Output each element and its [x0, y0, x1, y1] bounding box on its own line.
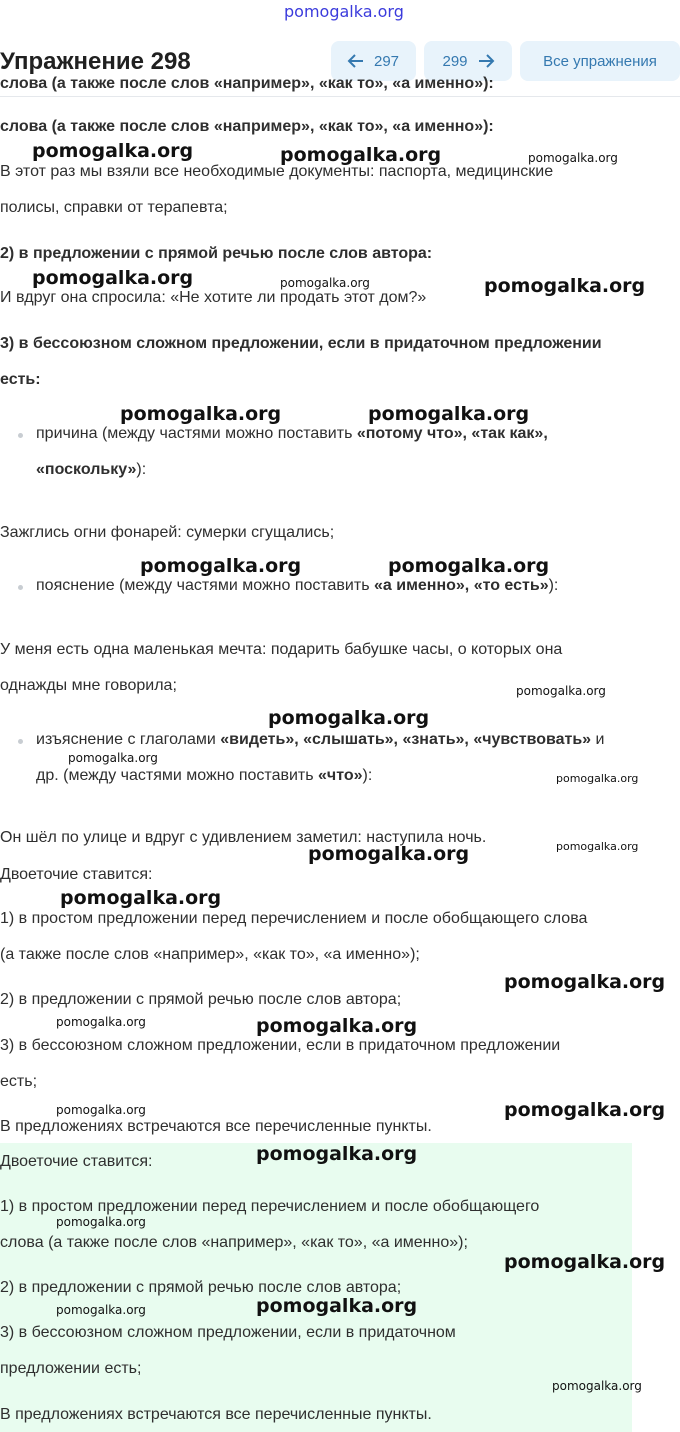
answer-point1-line2: слова (а также после слов «например», «как то», «а именно»); [0, 1234, 468, 1251]
bullet-reason-line2: «поскольку»): [36, 461, 147, 478]
rule3-heading-line2: есть: [0, 371, 41, 388]
watermark: pomogalka.org [280, 276, 370, 290]
example3: Зажглись огни фонарей: сумерки сгущались; [0, 524, 335, 541]
summary-point2: 2) в предложении с прямой речью после слов автора; [0, 991, 402, 1008]
bullet-clarification-line2: др. (между частями можно поставить «что»): [36, 767, 373, 784]
watermark: pomogalka.org [504, 971, 666, 993]
watermark: pomogalka.org [556, 840, 639, 853]
watermark: pomogalka.org [32, 140, 194, 162]
rule1-heading: слова (а также после слов «например», «как то», «а именно»): [0, 118, 494, 135]
watermark: pomogalka.org [140, 555, 302, 577]
prev-exercise-label: 297 [373, 52, 400, 70]
watermark: pomogalka.org [256, 1015, 418, 1037]
rule3-heading-line1: 3) в бессоюзном сложном предложении, если в придаточном предложении [0, 335, 602, 352]
watermark: pomogalka.org [528, 151, 618, 165]
all-exercises-label: Все упражнения [543, 52, 657, 70]
rule2-heading: 2) в предложении с прямой речью после слов автора: [0, 245, 433, 262]
watermark: pomogalka.org [120, 403, 282, 425]
summary-point1-line2: (а также после слов «например», «как то», «а именно»); [0, 946, 420, 963]
watermark: pomogalka.org [56, 1015, 146, 1029]
example4-line1: У меня есть одна маленькая мечта: подарить бабушке часы, о которых она [0, 641, 563, 658]
bullet-dot [18, 433, 23, 438]
answer-point3-line2: предложении есть; [0, 1360, 142, 1377]
watermark: pomogalka.org [484, 275, 646, 297]
summary-outro: В предложениях встречаются все перечисленные пункты. [0, 1118, 432, 1135]
summary-point3-line2: есть; [0, 1073, 38, 1090]
page-title: Упражнение 298 [0, 48, 191, 75]
header-divider [0, 96, 680, 97]
watermark: pomogalka.org [388, 555, 550, 577]
bullet-dot [18, 585, 23, 590]
watermark: pomogalka.org [504, 1099, 666, 1121]
arrow-left-icon [348, 54, 364, 68]
watermark: pomogalka.org [60, 887, 222, 909]
answer-outro: В предложениях встречаются все перечисленные пункты. [0, 1406, 432, 1423]
answer-point1-line1: 1) в простом предложении перед перечислением и после обобщающего [0, 1198, 540, 1215]
bullet-explanation: пояснение (между частями можно поставить «а именно», «то есть»): [36, 577, 559, 594]
bullet-reason-line1: причина (между частями можно поставить «потому что», «так как», [36, 425, 548, 442]
site-logo[interactable]: pomogalka.org [284, 2, 404, 21]
watermark: pomogalka.org [516, 684, 606, 698]
answer-intro: Двоеточие ставится: [0, 1153, 153, 1170]
watermark: pomogalka.org [308, 843, 470, 865]
watermark: pomogalka.org [556, 772, 639, 785]
answer-point3-line1: 3) в бессоюзном сложном предложении, если в придаточном [0, 1324, 456, 1341]
bullet-dot [18, 739, 23, 744]
summary-intro: Двоеточие ставится: [0, 866, 153, 883]
watermark: pomogalka.org [256, 1143, 418, 1165]
example1-line2: полисы, справки от терапевта; [0, 199, 228, 216]
watermark: pomogalka.org [504, 1251, 666, 1273]
arrow-right-icon [478, 54, 494, 68]
example2: И вдруг она спросила: «Не хотите ли продать этот дом?» [0, 289, 427, 306]
watermark: pomogalka.org [68, 751, 158, 765]
watermark: pomogalka.org [368, 403, 530, 425]
watermark: pomogalka.org [56, 1215, 146, 1229]
watermark: pomogalka.org [552, 1379, 642, 1393]
summary-point1-line1: 1) в простом предложении перед перечислением и после обобщающего слова [0, 910, 588, 927]
watermark: pomogalka.org [32, 267, 194, 289]
watermark: pomogalka.org [56, 1103, 146, 1117]
example4-line2: однажды мне говорила; [0, 677, 177, 694]
summary-point3-line1: 3) в бессоюзном сложном предложении, если в придаточном предложении [0, 1037, 561, 1054]
clipped-previous-line: слова (а также после слов «например», «как то», «а именно»): [0, 75, 494, 92]
answer-point2: 2) в предложении с прямой речью после слов автора; [0, 1279, 402, 1296]
bullet-clarification-line1: изъяснение с глаголами «видеть», «слышать», «знать», «чувствовать» и [36, 731, 605, 748]
watermark: pomogalka.org [268, 707, 430, 729]
all-exercises-button[interactable] [520, 41, 680, 81]
watermark: pomogalka.org [56, 1303, 146, 1317]
next-exercise-label: 299 [442, 52, 468, 70]
watermark: pomogalka.org [256, 1295, 418, 1317]
watermark: pomogalka.org [280, 144, 442, 166]
example5: Он шёл по улице и вдруг с удивлением заметил: наступила ночь. [0, 829, 487, 846]
example1-line1: В этот раз мы взяли все необходимые документы: паспорта, медицинские [0, 163, 554, 180]
